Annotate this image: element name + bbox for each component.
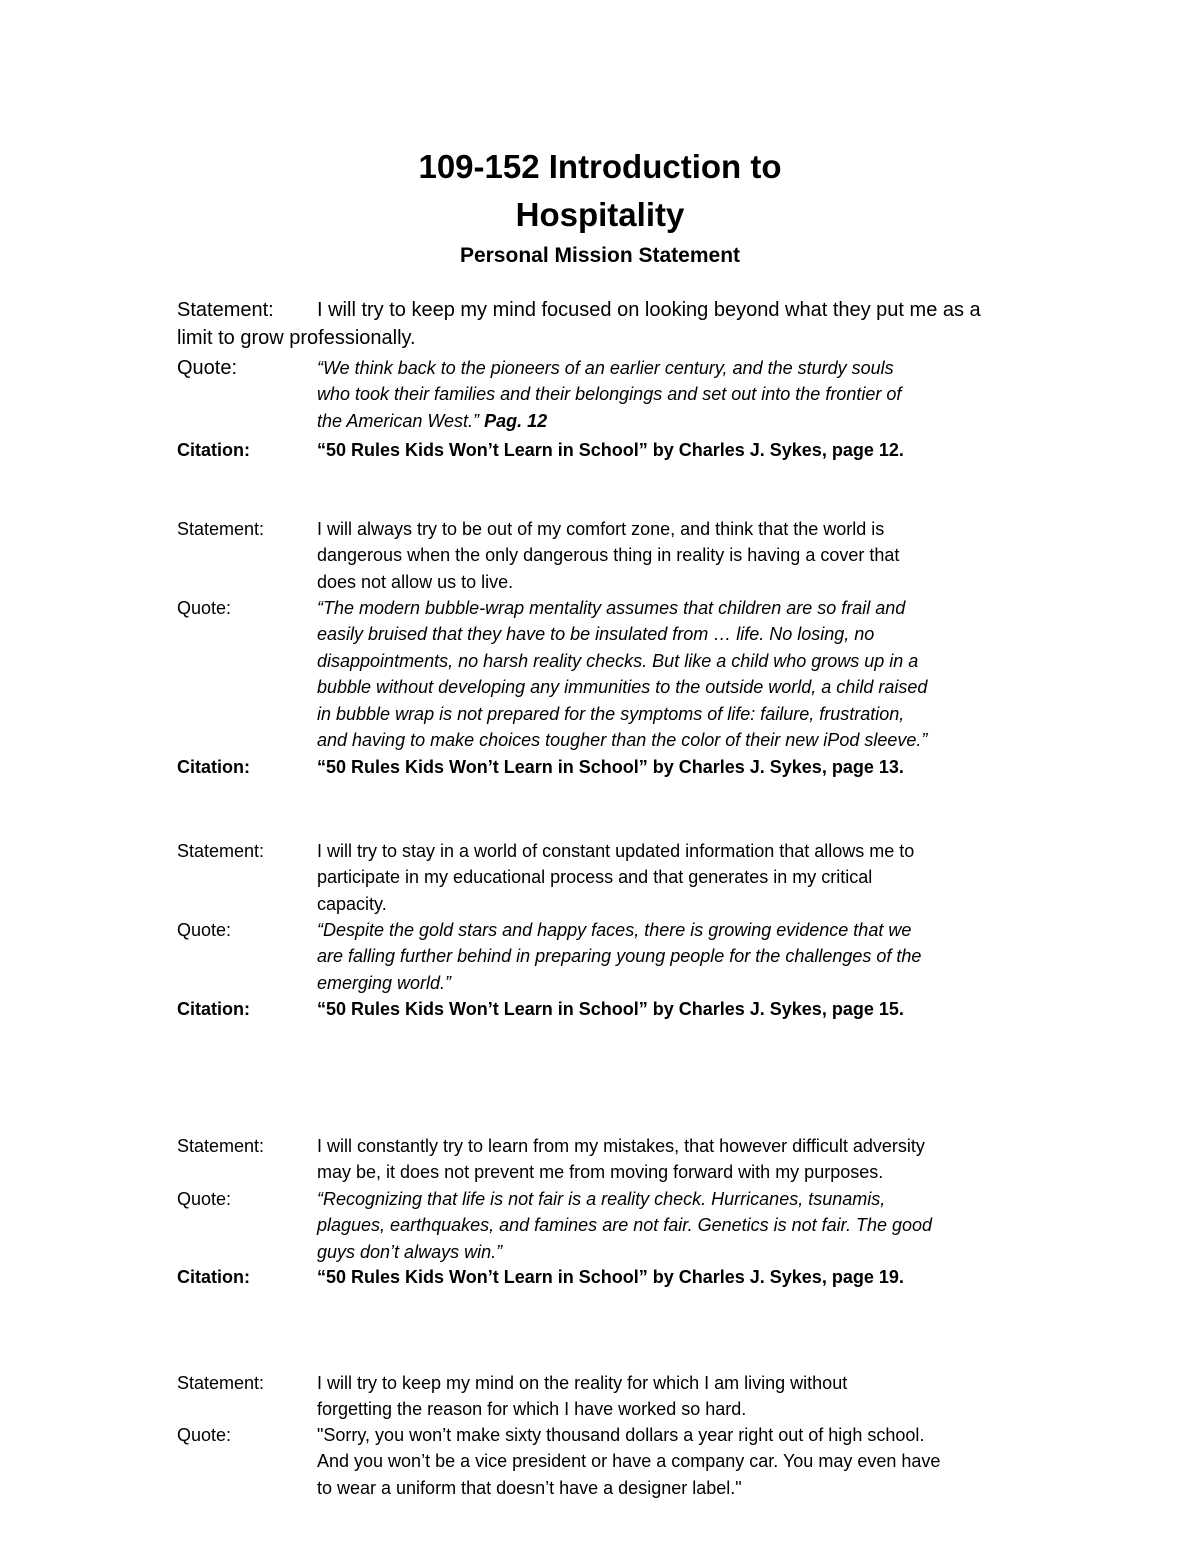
- page-title-line2: Hospitality: [515, 196, 685, 233]
- quote-line: “We think back to the pioneers of an earlier century, and the sturdy souls: [317, 358, 894, 378]
- statement-label: Statement:: [177, 841, 265, 861]
- statement-line: forgetting the reason for which I have worked so hard.: [317, 1399, 747, 1420]
- quote-label: Quote:: [177, 1425, 232, 1445]
- statement-line: dangerous when the only dangerous thing in reality is having a cover that: [317, 545, 900, 566]
- statement-line: I will always try to be out of my comfort zone, and think that the world is: [317, 519, 885, 539]
- quote-line: “Despite the gold stars and happy faces, there is growing evidence that we: [317, 920, 912, 940]
- page-title: 109-152 Introduction to: [418, 148, 782, 185]
- statement-label: Statement:: [177, 519, 265, 539]
- quote-line: and having to make choices tougher than the color of their new iPod sleeve.”: [317, 730, 928, 751]
- citation-label: Citation:: [177, 440, 250, 460]
- statement-label: Statement:: [177, 1136, 265, 1156]
- statement-line: I will try to stay in a world of constant updated information that allows me to: [317, 841, 915, 861]
- statement-line: I will try to keep my mind on the reality for which I am living without: [317, 1373, 848, 1393]
- quote-4: [317, 1186, 1037, 1265]
- citation-1: “50 Rules Kids Won’t Learn in School” by Charles J. Sykes, page 12.: [317, 440, 904, 460]
- quote-line: plagues, earthquakes, and famines are not fair. Genetics is not fair. The good: [317, 1215, 933, 1236]
- page-subtitle: Personal Mission Statement: [459, 244, 741, 267]
- statement-3: [317, 838, 1037, 917]
- citation-4: “50 Rules Kids Won’t Learn in School” by Charles J. Sykes, page 19.: [317, 1267, 904, 1287]
- quote-line: “The modern bubble-wrap mentality assumes that children are so frail and: [317, 598, 906, 618]
- statement-5: [317, 1370, 1037, 1423]
- citation-3: “50 Rules Kids Won’t Learn in School” by Charles J. Sykes, page 15.: [317, 999, 904, 1019]
- quote-label: Quote:: [177, 920, 232, 940]
- citation-label: Citation:: [177, 999, 250, 1019]
- statement-line: capacity.: [317, 893, 387, 914]
- quote-label: Quote:: [177, 1189, 232, 1209]
- statement-line: participate in my educational process and that generates in my critical: [317, 867, 873, 888]
- statement-text: limit to grow professionally.: [177, 327, 416, 349]
- quote-line: are falling further behind in preparing young people for the challenges of the: [317, 946, 922, 967]
- quote-page: Pag. 12: [484, 410, 548, 431]
- statement-line: does not allow us to live.: [317, 571, 514, 592]
- quote-line: And you won’t be a vice president or have a company car. You may even have: [317, 1451, 941, 1472]
- statement-1: [177, 296, 1047, 352]
- quote-line: “Recognizing that life is not fair is a reality check. Hurricanes, tsunamis,: [317, 1189, 886, 1209]
- statement-text: I will try to keep my mind focused on looking beyond what they put me as a: [317, 299, 981, 321]
- quote-line: emerging world.”: [317, 972, 452, 993]
- quote-line: the American West.”: [317, 410, 485, 431]
- quote-line: in bubble wrap is not prepared for the symptoms of life: failure, frustration,: [317, 703, 905, 724]
- quote-2: [317, 595, 1037, 753]
- statement-2: [317, 516, 1037, 595]
- quote-label: Quote:: [177, 357, 238, 379]
- statement-4: [317, 1133, 1037, 1186]
- quote-line: disappointments, no harsh reality checks. But like a child who grows up in a: [317, 650, 919, 671]
- citation-label: Citation:: [177, 1267, 250, 1287]
- statement-line: may be, it does not prevent me from moving forward with my purposes.: [317, 1162, 884, 1183]
- quote-line: to wear a uniform that doesn’t have a designer label.": [317, 1477, 742, 1498]
- statement-label: Statement:: [177, 299, 274, 321]
- quote-3: [317, 917, 1037, 996]
- statement-label: Statement:: [177, 1373, 265, 1393]
- quote-5: [317, 1422, 1037, 1501]
- citation-2: “50 Rules Kids Won’t Learn in School” by Charles J. Sykes, page 13.: [317, 757, 904, 777]
- quote-line: guys don’t always win.”: [317, 1241, 503, 1262]
- quote-line: "Sorry, you won’t make sixty thousand dollars a year right out of high school.: [317, 1425, 925, 1445]
- quote-label: Quote:: [177, 598, 232, 618]
- quote-line: easily bruised that they have to be insulated from … life. No losing, no: [317, 624, 875, 645]
- statement-line: I will constantly try to learn from my mistakes, that however difficult adversity: [317, 1136, 925, 1156]
- quote-1: [317, 355, 1037, 434]
- citation-label: Citation:: [177, 757, 250, 777]
- quote-line: bubble without developing any immunities to the outside world, a child raised: [317, 677, 928, 698]
- quote-line: who took their families and their belongings and set out into the frontier of: [317, 384, 902, 405]
